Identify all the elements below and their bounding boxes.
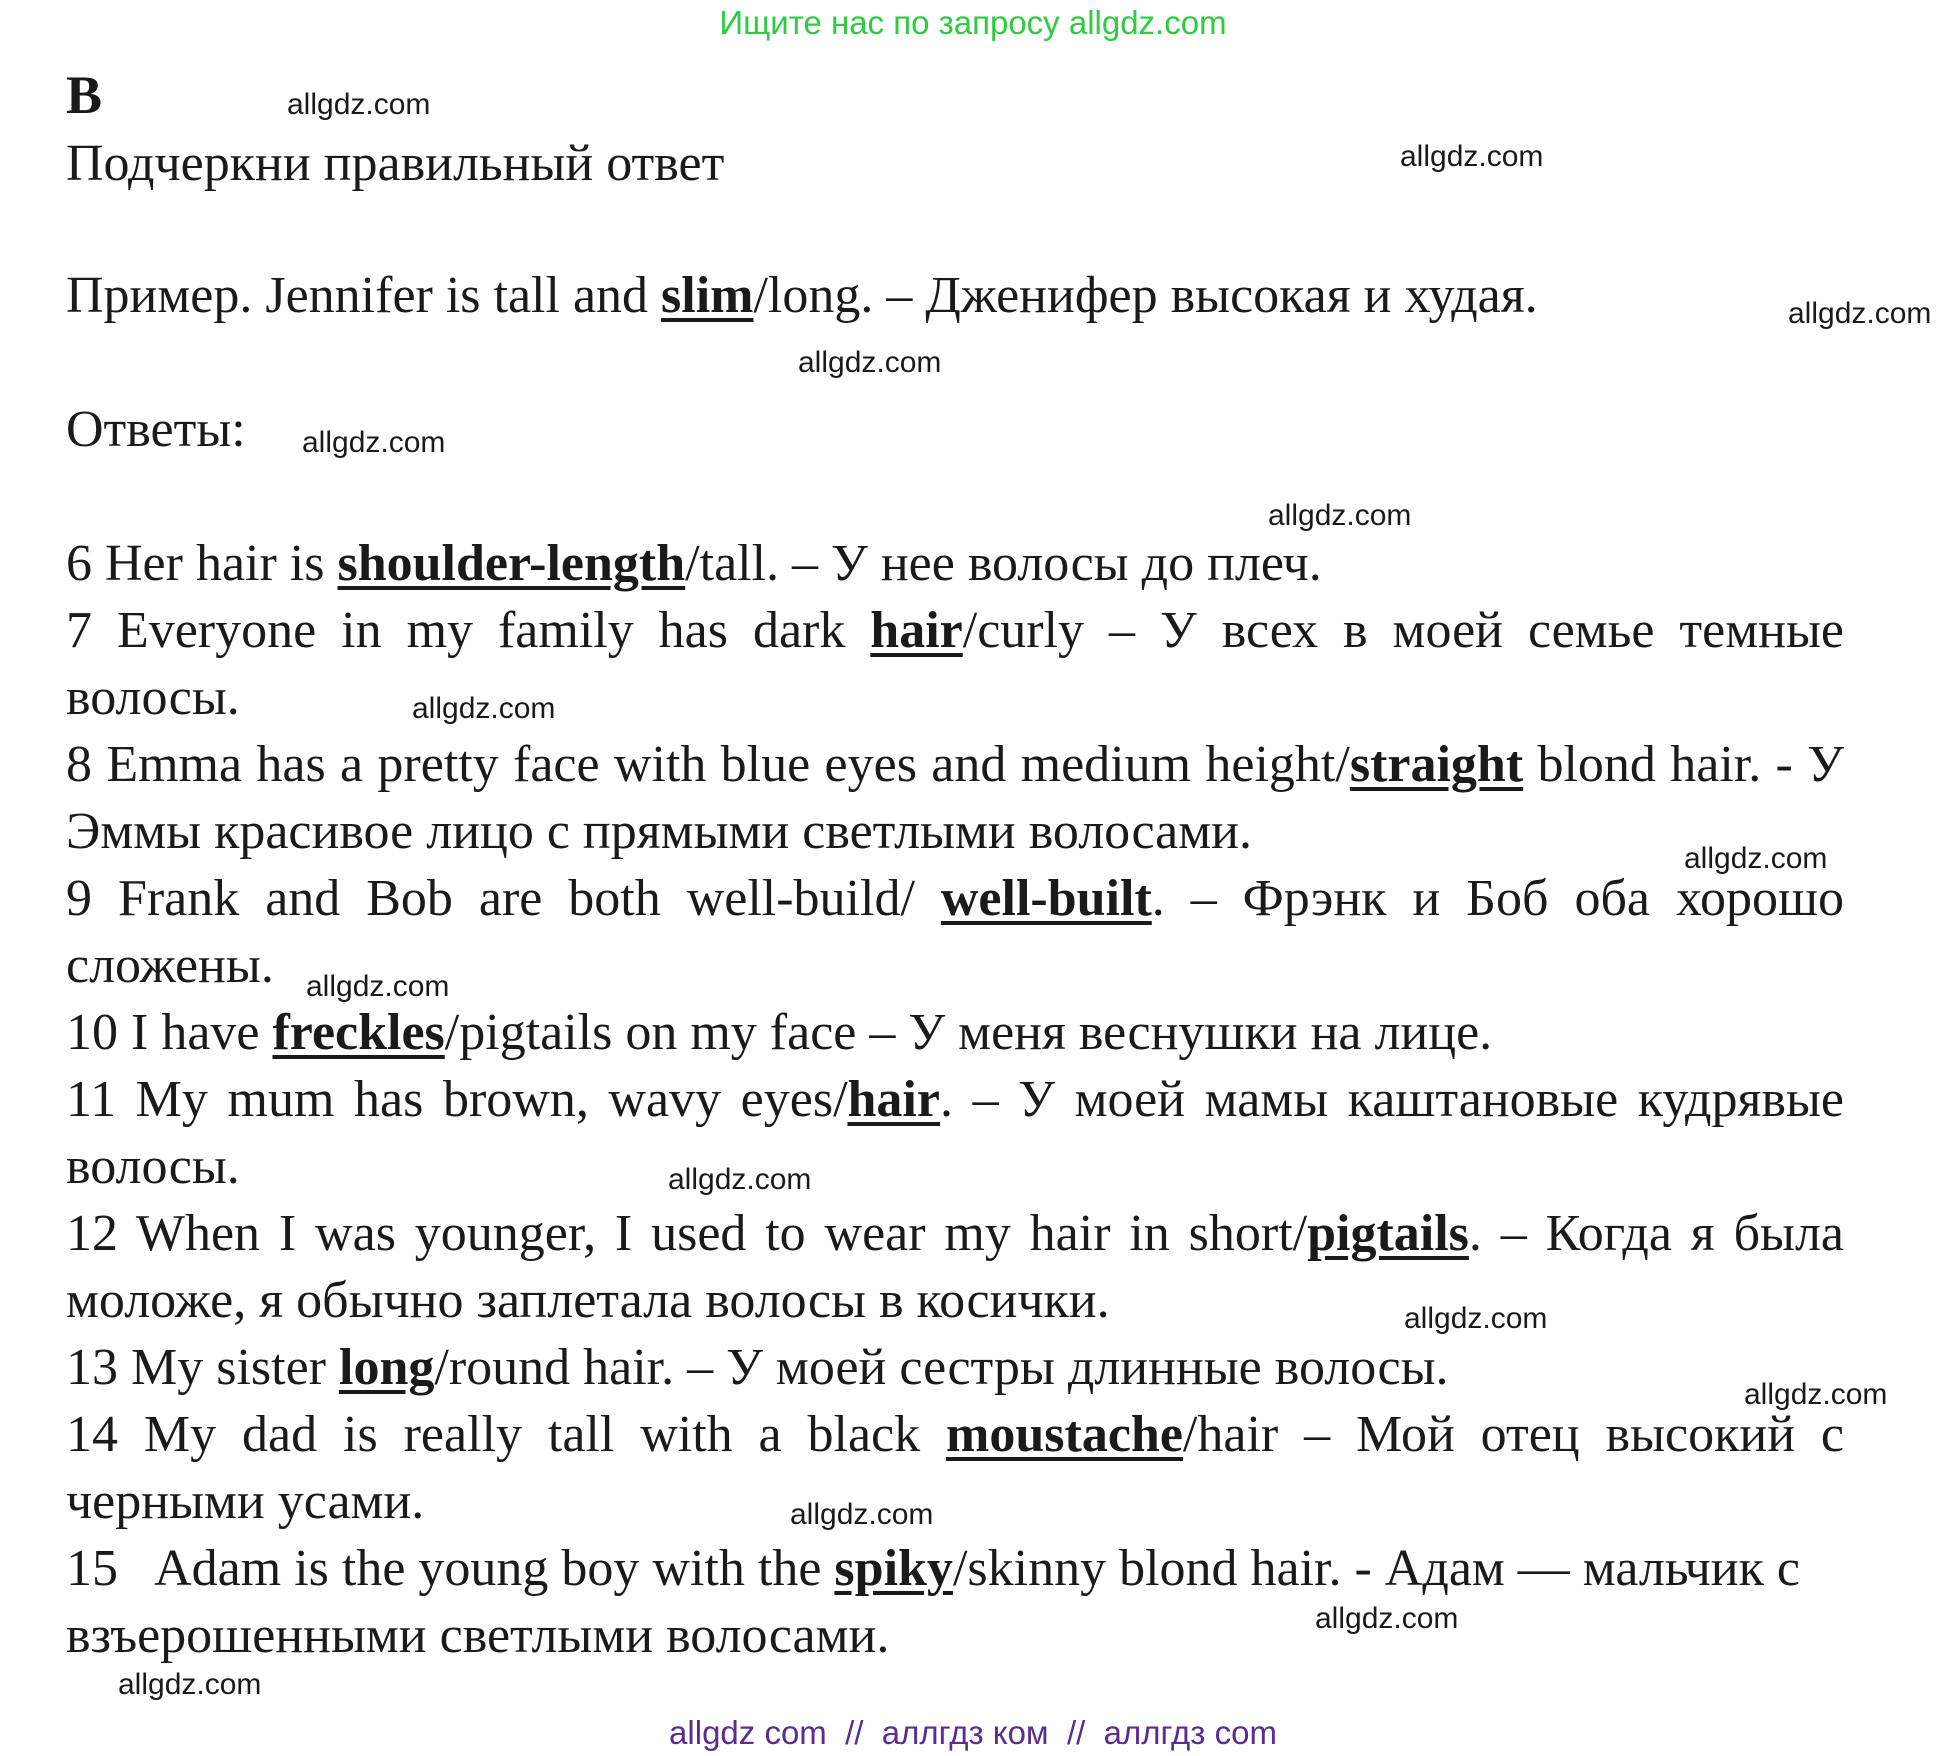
watermark: allgdz.com <box>1684 842 1828 875</box>
item-text: /tall. – У нее волосы до плеч. <box>685 535 1322 592</box>
item-text: 9 Frank and Bob are both well-build/ <box>66 870 941 927</box>
item-text: . – Фрэнк и Боб оба хорошо сложены. <box>66 870 1844 994</box>
item-text: 12 When I was younger, I used to wear my hair in short/ <box>66 1205 1308 1262</box>
item-text: 7 Everyone in my family has dark <box>66 602 871 659</box>
example-answer: slim <box>661 267 754 324</box>
answer-item-11 <box>66 1066 1844 1200</box>
item-text: /round hair. – У моей сестры длинные волосы. <box>434 1339 1449 1396</box>
watermark: allgdz.com <box>302 426 446 459</box>
watermark: allgdz.com <box>287 88 431 121</box>
answer-item-7 <box>66 597 1844 731</box>
example-after: /long. – Дженифер высокая и худая. <box>753 267 1538 324</box>
watermark: allgdz.com <box>306 970 450 1003</box>
item-answer: moustache <box>946 1406 1183 1463</box>
item-answer: hair <box>847 1071 940 1128</box>
item-text: /curly – У всех в моей семье темные волосы. <box>66 602 1844 726</box>
item-text: 6 Her hair is <box>66 535 338 592</box>
item-answer: pigtails <box>1307 1205 1469 1262</box>
answer-item-12 <box>66 1200 1844 1334</box>
top-banner: Ищите нас по запросу allgdz.com <box>719 4 1227 41</box>
answer-item-13 <box>66 1334 1844 1401</box>
item-answer: spiky <box>834 1540 953 1597</box>
watermark: allgdz.com <box>668 1163 812 1196</box>
answers-heading: Ответы: <box>66 401 246 458</box>
example-before: Пример. Jennifer is tall and <box>66 267 662 324</box>
item-answer: hair <box>870 602 963 659</box>
watermark: allgdz.com <box>118 1668 262 1701</box>
document-body <box>66 60 1844 1669</box>
answer-item-6 <box>66 530 1844 597</box>
item-text: 8 Emma has a pretty face with blue eyes and medium height/ <box>66 736 1350 793</box>
watermark: allgdz.com <box>412 692 556 725</box>
item-answer: freckles <box>272 1004 445 1061</box>
item-text: blond hair. - У Эммы красивое лицо с прямыми светлыми волосами. <box>66 736 1844 860</box>
answer-item-14 <box>66 1401 1844 1535</box>
watermark: allgdz.com <box>1744 1378 1888 1411</box>
item-text: . – Когда я была моложе, я обычно заплетала волосы в косички. <box>66 1205 1844 1329</box>
instruction-text: Подчеркни правильный ответ <box>66 135 725 192</box>
item-text: /pigtails on my face – У меня веснушки на лице. <box>444 1004 1493 1061</box>
item-text: 13 My sister <box>66 1339 339 1396</box>
item-answer: long <box>339 1339 435 1396</box>
item-text: /skinny blond hair. - Адам — мальчик с взъерошенными светлыми волосами. <box>66 1540 1800 1664</box>
example-sentence <box>66 262 1844 329</box>
item-text: 11 My mum has brown, wavy eyes/ <box>66 1071 848 1128</box>
item-answer: straight <box>1349 736 1524 793</box>
item-text: 15 Adam is the young boy with the <box>66 1540 835 1597</box>
item-text: /hair – Мой отец высокий с черными усами. <box>66 1406 1845 1530</box>
watermark: allgdz.com <box>1404 1302 1548 1335</box>
item-answer: well-built <box>940 870 1152 927</box>
watermark: allgdz.com <box>1788 297 1932 330</box>
answer-item-10 <box>66 999 1844 1066</box>
answer-item-15 <box>66 1535 1844 1669</box>
item-text: . – У моей мамы каштановые кудрявые волосы. <box>66 1071 1844 1195</box>
footer-watermark: allgdz com // аллгдз ком // аллгдз com <box>669 1714 1277 1751</box>
item-answer: shoulder-length <box>337 535 686 592</box>
watermark: allgdz.com <box>1315 1602 1459 1635</box>
section-letter: B <box>66 65 103 125</box>
watermark: allgdz.com <box>790 1498 934 1531</box>
answer-item-8 <box>66 731 1844 865</box>
item-text: 14 My dad is really tall with a black <box>66 1406 947 1463</box>
watermark: allgdz.com <box>798 346 942 379</box>
watermark: allgdz.com <box>1400 140 1544 173</box>
item-text: 10 I have <box>66 1004 273 1061</box>
watermark: allgdz.com <box>1268 499 1412 532</box>
